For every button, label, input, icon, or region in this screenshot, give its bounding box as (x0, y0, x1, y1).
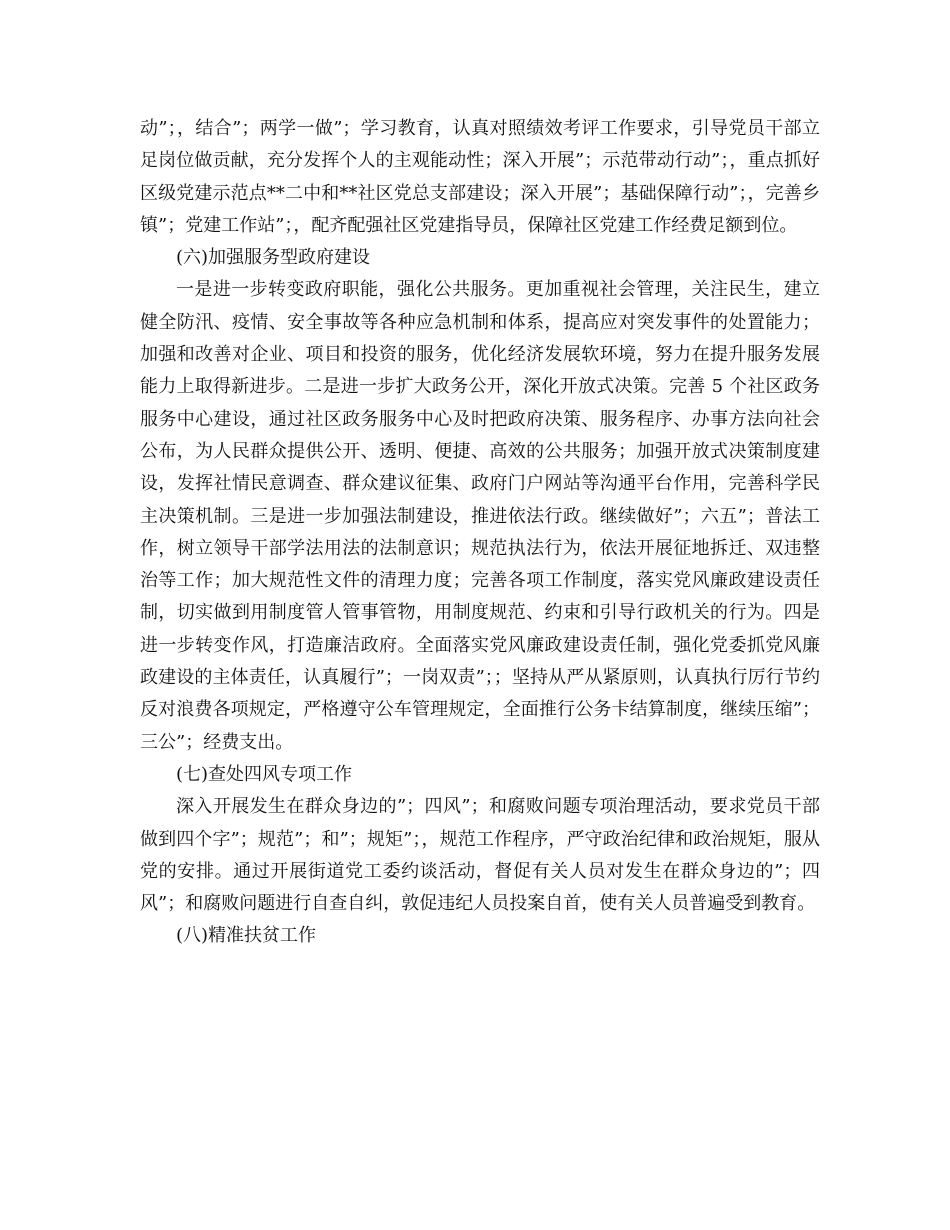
section-heading-service-government: (六)加强服务型政府建设 (176, 247, 371, 269)
paragraph-party-building-continued: 动”；，结合”；两学一做”；学习教育，认真对照绩效考评工作要求，引导党员干部立足岗位做贡献，充分发挥个人的主观能动性；深入开展”；示范带动行动”；，重点抓好区级党建示范点**二中和**社区党总支部建设；深入开展”；基础保障行动”；，完善乡镇”；党建工作站”；，配齐配强社区党建指导员，保障社区党建工作经费足额到位。 (140, 118, 820, 236)
section-heading-four-winds: (七)查处四风专项工作 (176, 763, 353, 785)
section-heading-poverty-alleviation: (八)精准扶贫工作 (176, 925, 317, 947)
document-body (140, 113, 820, 953)
paragraph-service-government: 一是进一步转变政府职能，强化公共服务。更加重视社会管理，关注民生，建立健全防汛、疫情、安全事故等各种应急机制和体系，提高应对突发事件的处置能力；加强和改善对企业、项目和投资的服务，优化经济发展软环境，努力在提升服务发展能力上取得新进步。二是进一步扩大政务公开，深化开放式决策。完善 5 个社区政务服务中心建设，通过社区政务服务中心及时把政府决策、服务程序、办事方法向社会公布，为人民群众提供公开、透明、便捷、高效的公共服务；加强开放式决策制度建设，发挥社情民意调查、群众建议征集、政府门户网站等沟通平台作用，完善科学民主决策机制。三是进一步加强法制建设，推进依法行政。继续做好”；六五”；普法工作，树立领导干部学法用法的法制意识；规范执法行为，依法开展征地拆迁、双违整治等工作；加大规范性文件的清理力度；完善各项工作制度，落实党风廉政建设责任制，切实做到用制度管人管事管物，用制度规范、约束和引导行政机关的行为。四是进一步转变作风，打造廉洁政府。全面落实党风廉政建设责任制，强化党委抓党风廉政建设的主体责任，认真履行”；一岗双责”；；坚持从严从紧原则，认真执行厉行节约反对浪费各项规定，严格遵守公车管理规定，全面推行公务卡结算制度，继续压缩”；三公”；经费支出。 (140, 279, 820, 753)
paragraph-four-winds: 深入开展发生在群众身边的”；四风”；和腐败问题专项治理活动，要求党员干部做到四个字”；规范”；和”；规矩”；，规范工作程序，严守政治纪律和政治规矩，服从党的安排。通过开展街道党工委约谈活动，督促有关人员对发生在群众身边的”；四风”；和腐败问题进行自查自纠，敦促违纪人员投案自首，使有关人员普遍受到教育。 (140, 796, 820, 915)
